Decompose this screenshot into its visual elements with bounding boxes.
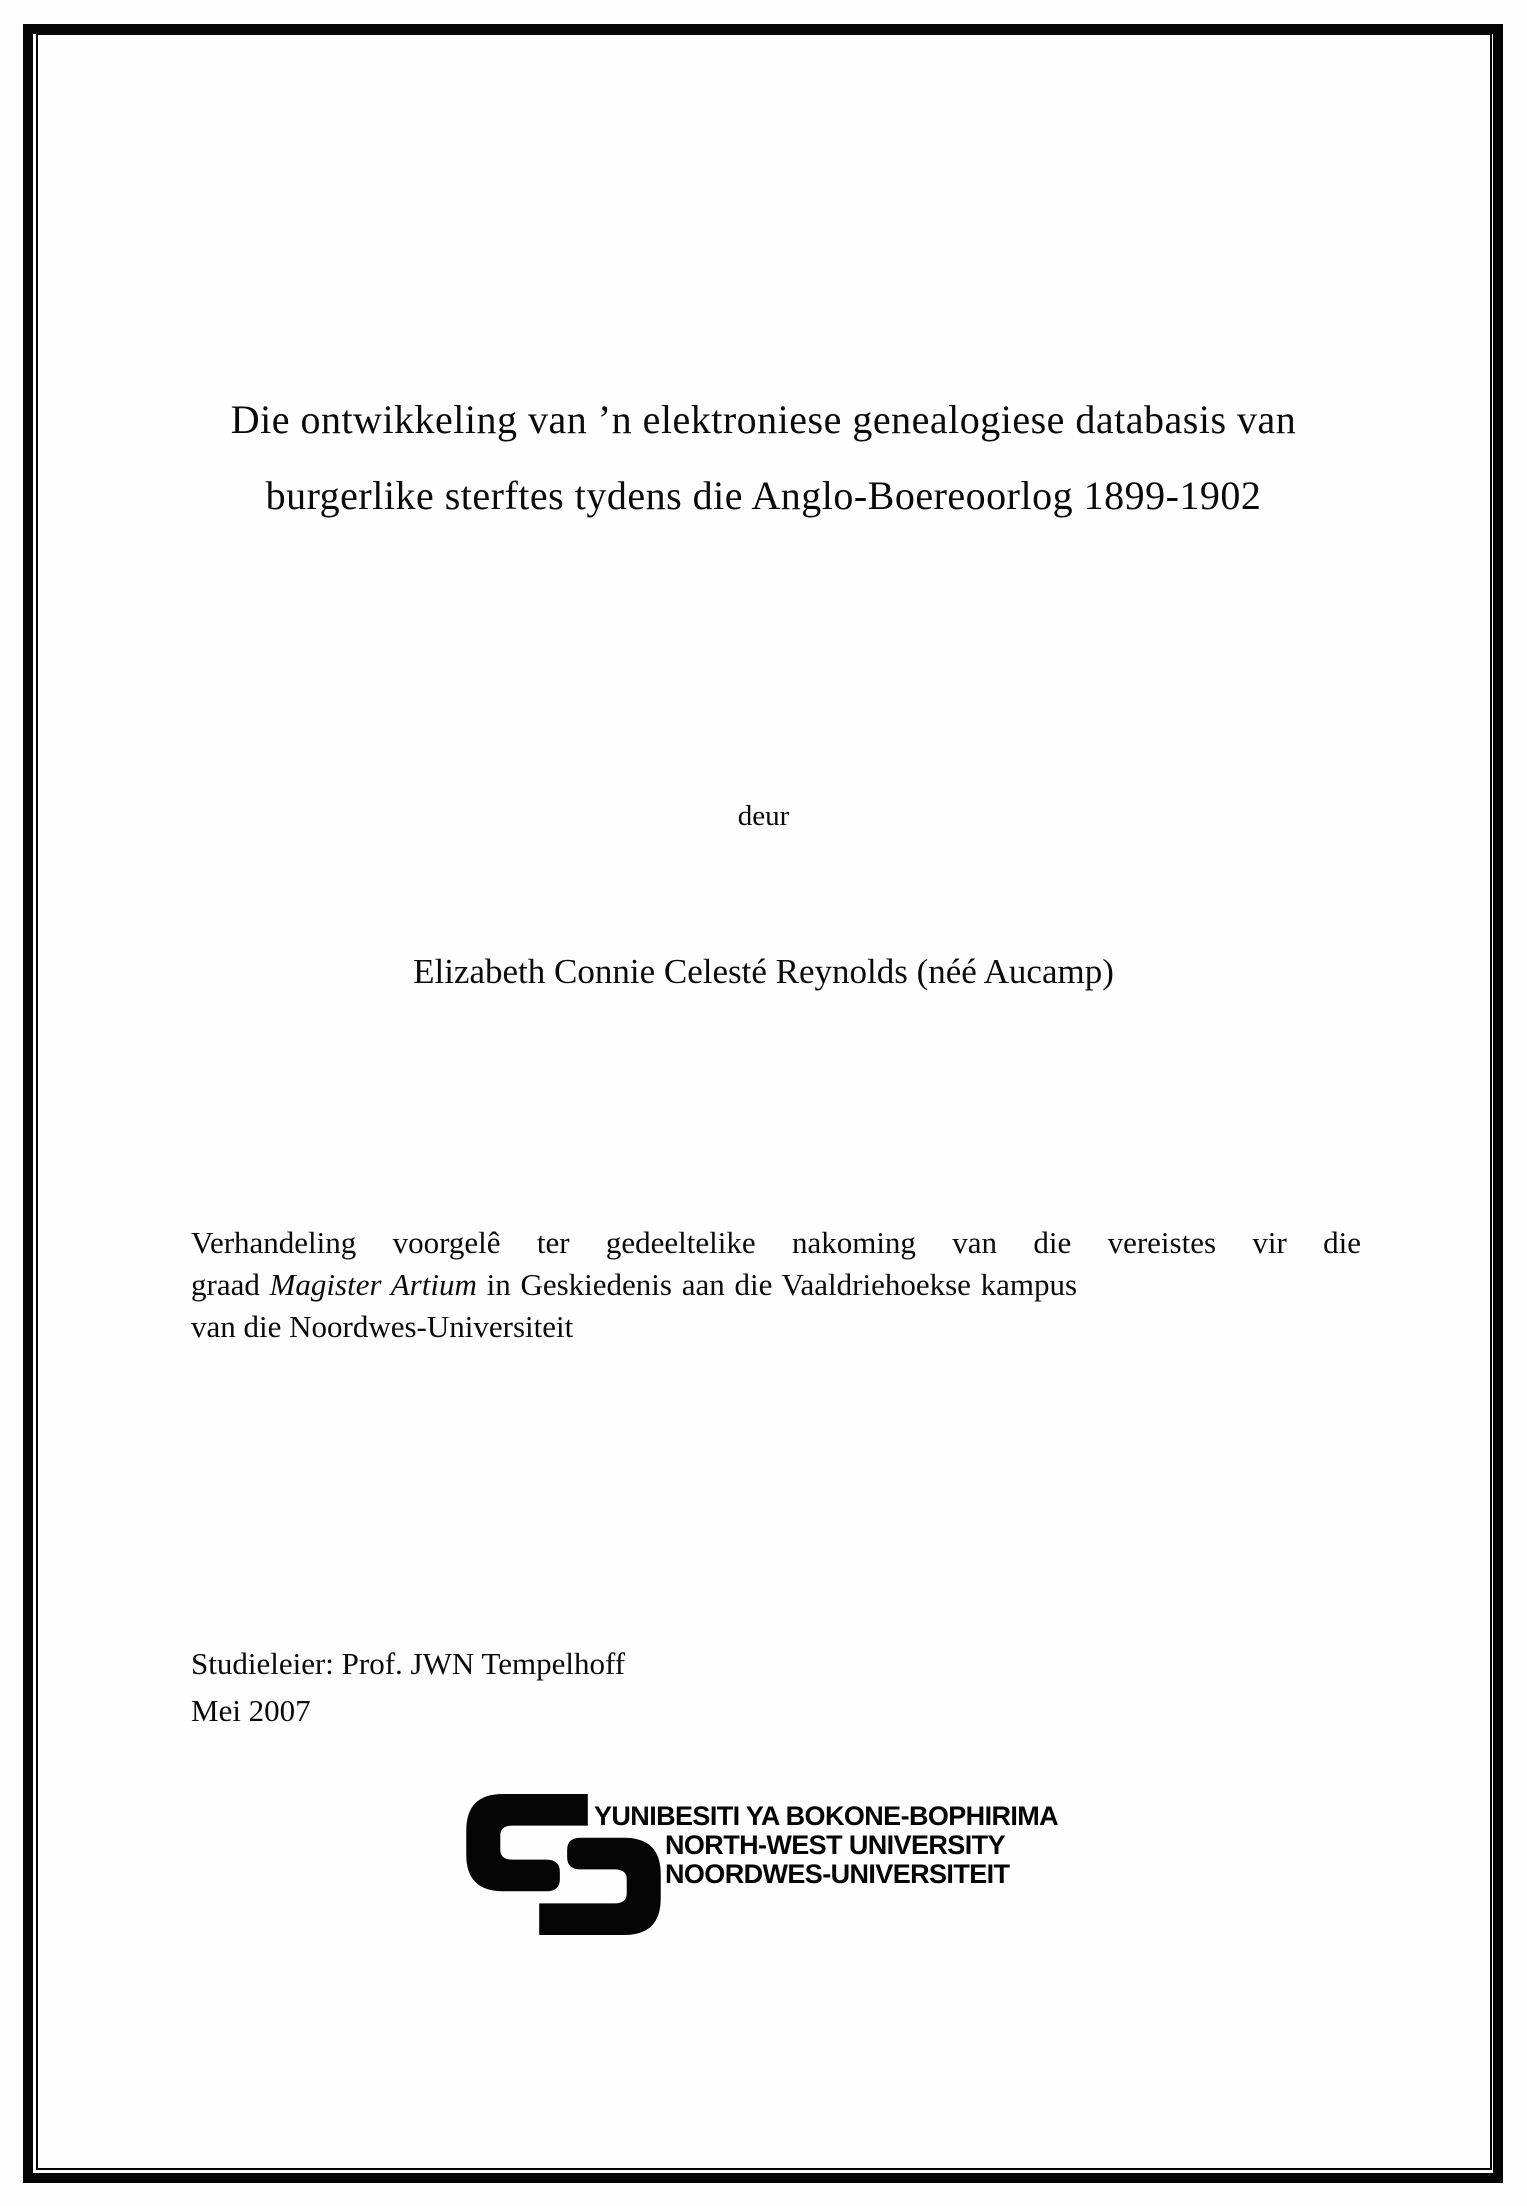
title-line-1: Die ontwikkeling van ’n elektroniese genealogiese databasis van bbox=[230, 397, 1297, 442]
logo-wordmark bbox=[594, 1802, 1058, 1889]
logo-line-english: NORTH-WEST UNIVERSITY bbox=[665, 1830, 1005, 1860]
statement-line-2 bbox=[191, 1264, 1361, 1306]
degree-statement bbox=[191, 1222, 1361, 1348]
statement-line-1: Verhandeling voorgelê ter gedeeltelike nakoming van die vereistes vir die bbox=[191, 1225, 1361, 1260]
university-logo bbox=[466, 1794, 1106, 1944]
byline: deur bbox=[737, 800, 790, 832]
logo-line-afrikaans: NOORDWES-UNIVERSITEIT bbox=[665, 1859, 1010, 1889]
supervisor-line: Studieleier: Prof. JWN Tempelhoff bbox=[191, 1646, 626, 1681]
author-name: Elizabeth Connie Celesté Reynolds (néé Aucamp) bbox=[413, 952, 1114, 991]
logo-line-setswana: YUNIBESITI YA BOKONE-BOPHIRIMA bbox=[594, 1801, 1059, 1831]
statement-line-2-post: in Geskiedenis aan die Vaaldriehoekse kampus bbox=[476, 1267, 1078, 1302]
supervisor-block bbox=[191, 1640, 625, 1734]
title-line-2: burgerlike sterftes tydens die Anglo-Boereoorlog 1899-1902 bbox=[265, 473, 1262, 518]
date-line: Mei 2007 bbox=[191, 1693, 311, 1728]
statement-line-3: van die Noordwes-Universiteit bbox=[191, 1309, 574, 1344]
thesis-title bbox=[0, 382, 1527, 534]
statement-line-2-pre: graad bbox=[191, 1267, 270, 1302]
degree-name-italic: Magister Artium bbox=[269, 1267, 477, 1302]
